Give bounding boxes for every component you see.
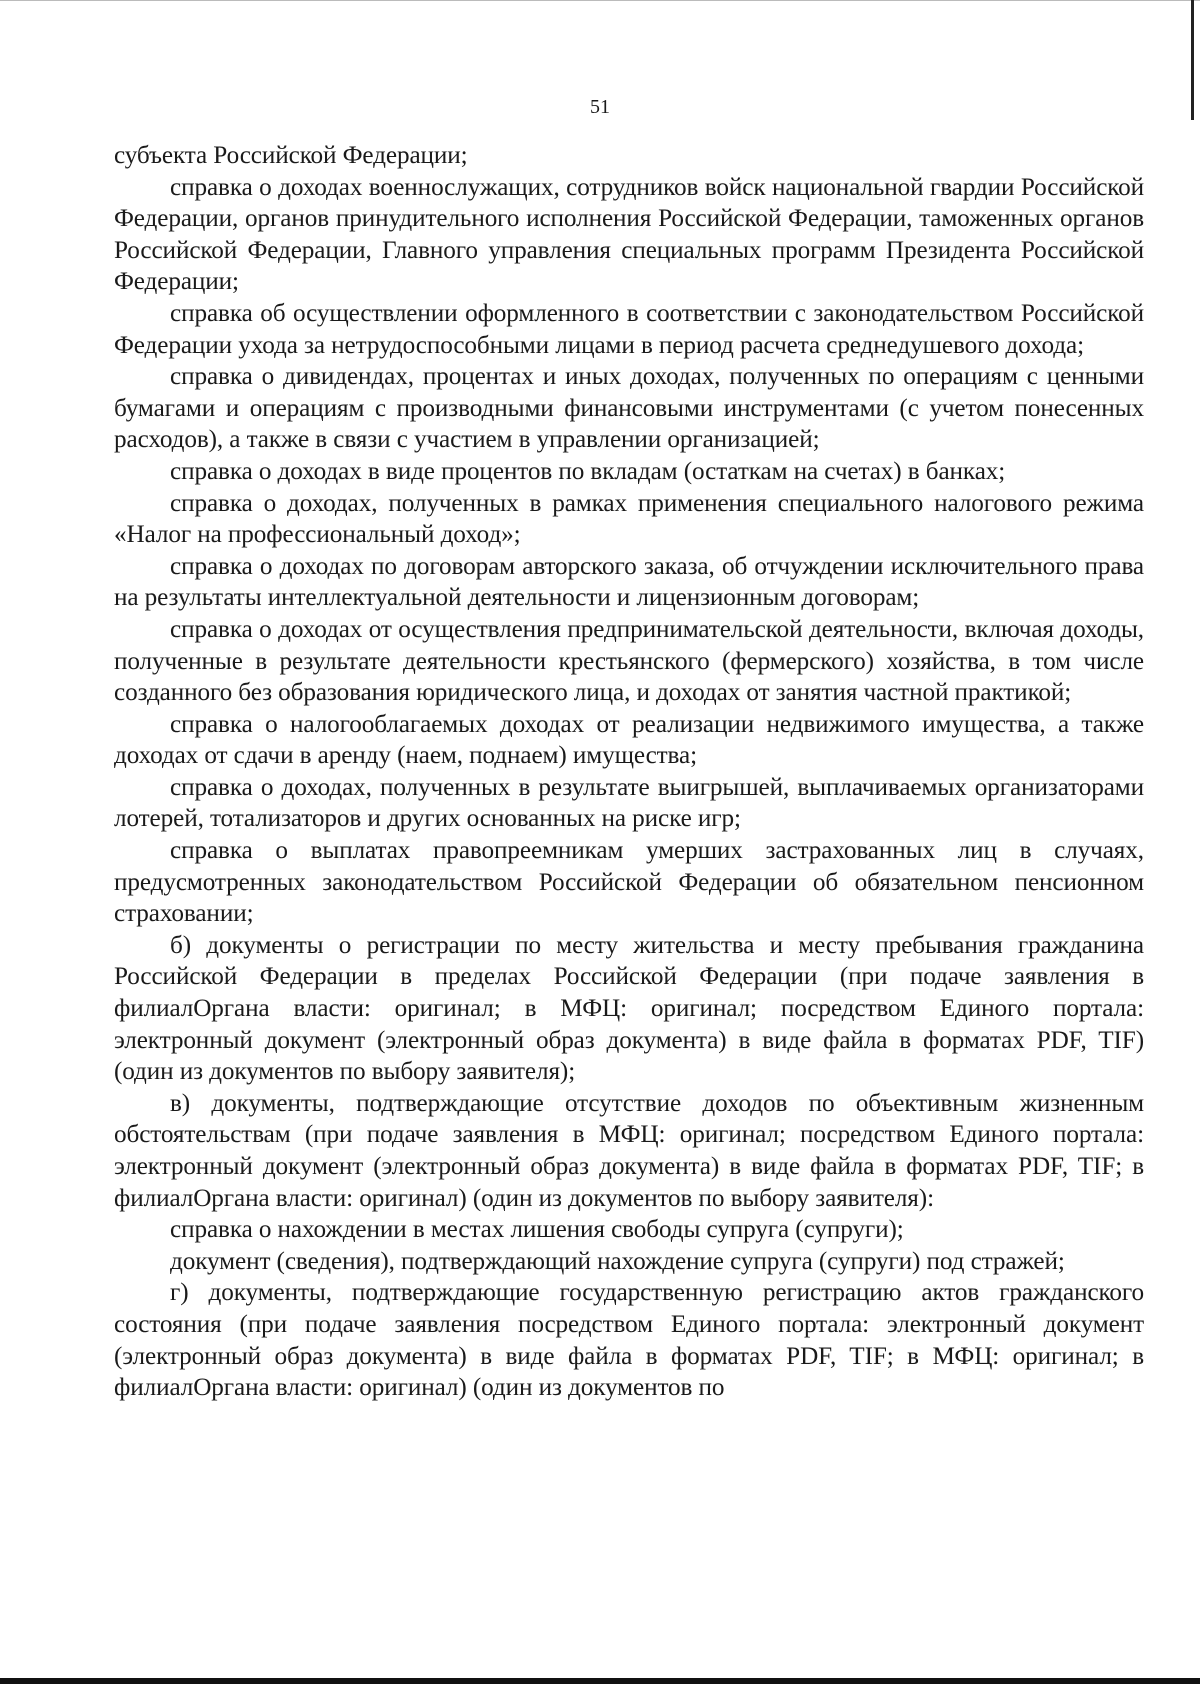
document-body <box>114 140 1144 1404</box>
paragraph: справка о дивидендах, процентах и иных доходах, полученных по операциям с ценными бумагами и операциям с производными финансовыми инструментами (с учетом понесенных расходов), а также в связи с участием в управлении организацией; <box>114 363 1144 454</box>
paragraph: справка о доходах по договорам авторского заказа, об отчуждении исключительного права на результаты интеллектуальной деятельности и лицензионным договорам; <box>114 552 1144 612</box>
scan-edge-top <box>0 0 1200 1</box>
paragraph: в) документы, подтверждающие отсутствие доходов по объективным жизненным обстоятельствам (при подаче заявления в МФЦ: оригинал; посредством Единого портала: электронный документ (электронный образ документа) в виде файла в форматах PDF, TIF; в филиалОргана власти: оригинал) (один из документов по выбору заявителя): <box>114 1089 1144 1212</box>
paragraph: справка о доходах, полученных в рамках применения специального налогового режима «Налог на профессиональный доход»; <box>114 489 1144 549</box>
scan-border-bottom <box>0 1678 1200 1684</box>
paragraph: справка о доходах, полученных в результате выигрышей, выплачиваемых организаторами лотерей, тотализаторов и других основанных на риске игр; <box>114 773 1144 833</box>
paragraph: справка о доходах от осуществления предпринимательской деятельности, включая доходы, полученные в результате деятельности крестьянского (фермерского) хозяйства, в том числе созданного без образования юридического лица, и доходах от занятия частной практикой; <box>114 615 1144 707</box>
paragraph: справка о доходах военнослужащих, сотрудников войск национальной гвардии Российской Федерации, органов принудительного исполнения Российской Федерации, таможенных органов Российской Федерации, Главного управления специальных программ Президента Российской Федерации; <box>114 173 1144 296</box>
page-number: 51 <box>590 96 610 118</box>
paragraph: субъекта Российской Федерации; <box>114 142 468 169</box>
paragraph: документ (сведения), подтверждающий нахождение супруга (супруги) под стражей; <box>170 1247 1065 1275</box>
paragraph: б) документы о регистрации по месту жительства и месту пребывания гражданина Российской Федерации в пределах Российской Федерации (при подаче заявления в филиалОргана власти: оригинал; в МФЦ: оригинал; посредством Единого портала: электронный документ (электронный образ документа) в виде файла в форматах PDF, TIF) (один из документов по выбору заявителя); <box>114 931 1144 1086</box>
paragraph: справка об осуществлении оформленного в соответствии с законодательством Российской Федерации ухода за нетрудоспособными лицами в период расчета среднедушевого дохода; <box>114 299 1144 359</box>
paragraph: справка о нахождении в местах лишения свободы супруга (супруги); <box>170 1216 904 1244</box>
paragraph: справка о выплатах правопреемникам умерших застрахованных лиц в случаях, предусмотренных законодательством Российской Федерации об обязательном пенсионном страховании; <box>114 837 1144 928</box>
paragraph: справка о доходах в виде процентов по вкладам (остаткам на счетах) в банках; <box>170 457 1006 485</box>
paragraph: справка о налогооблагаемых доходах от реализации недвижимого имущества, а также доходах от сдачи в аренду (наем, поднаем) имущества; <box>114 710 1144 770</box>
paragraph: г) документы, подтверждающие государственную регистрацию актов гражданского состояния (при подаче заявления посредством Единого портала: электронный документ (электронный образ документа) в виде файла в форматах PDF, TIF; в МФЦ: оригинал; в филиалОргана власти: оригинал) (один из документов по <box>114 1279 1144 1402</box>
